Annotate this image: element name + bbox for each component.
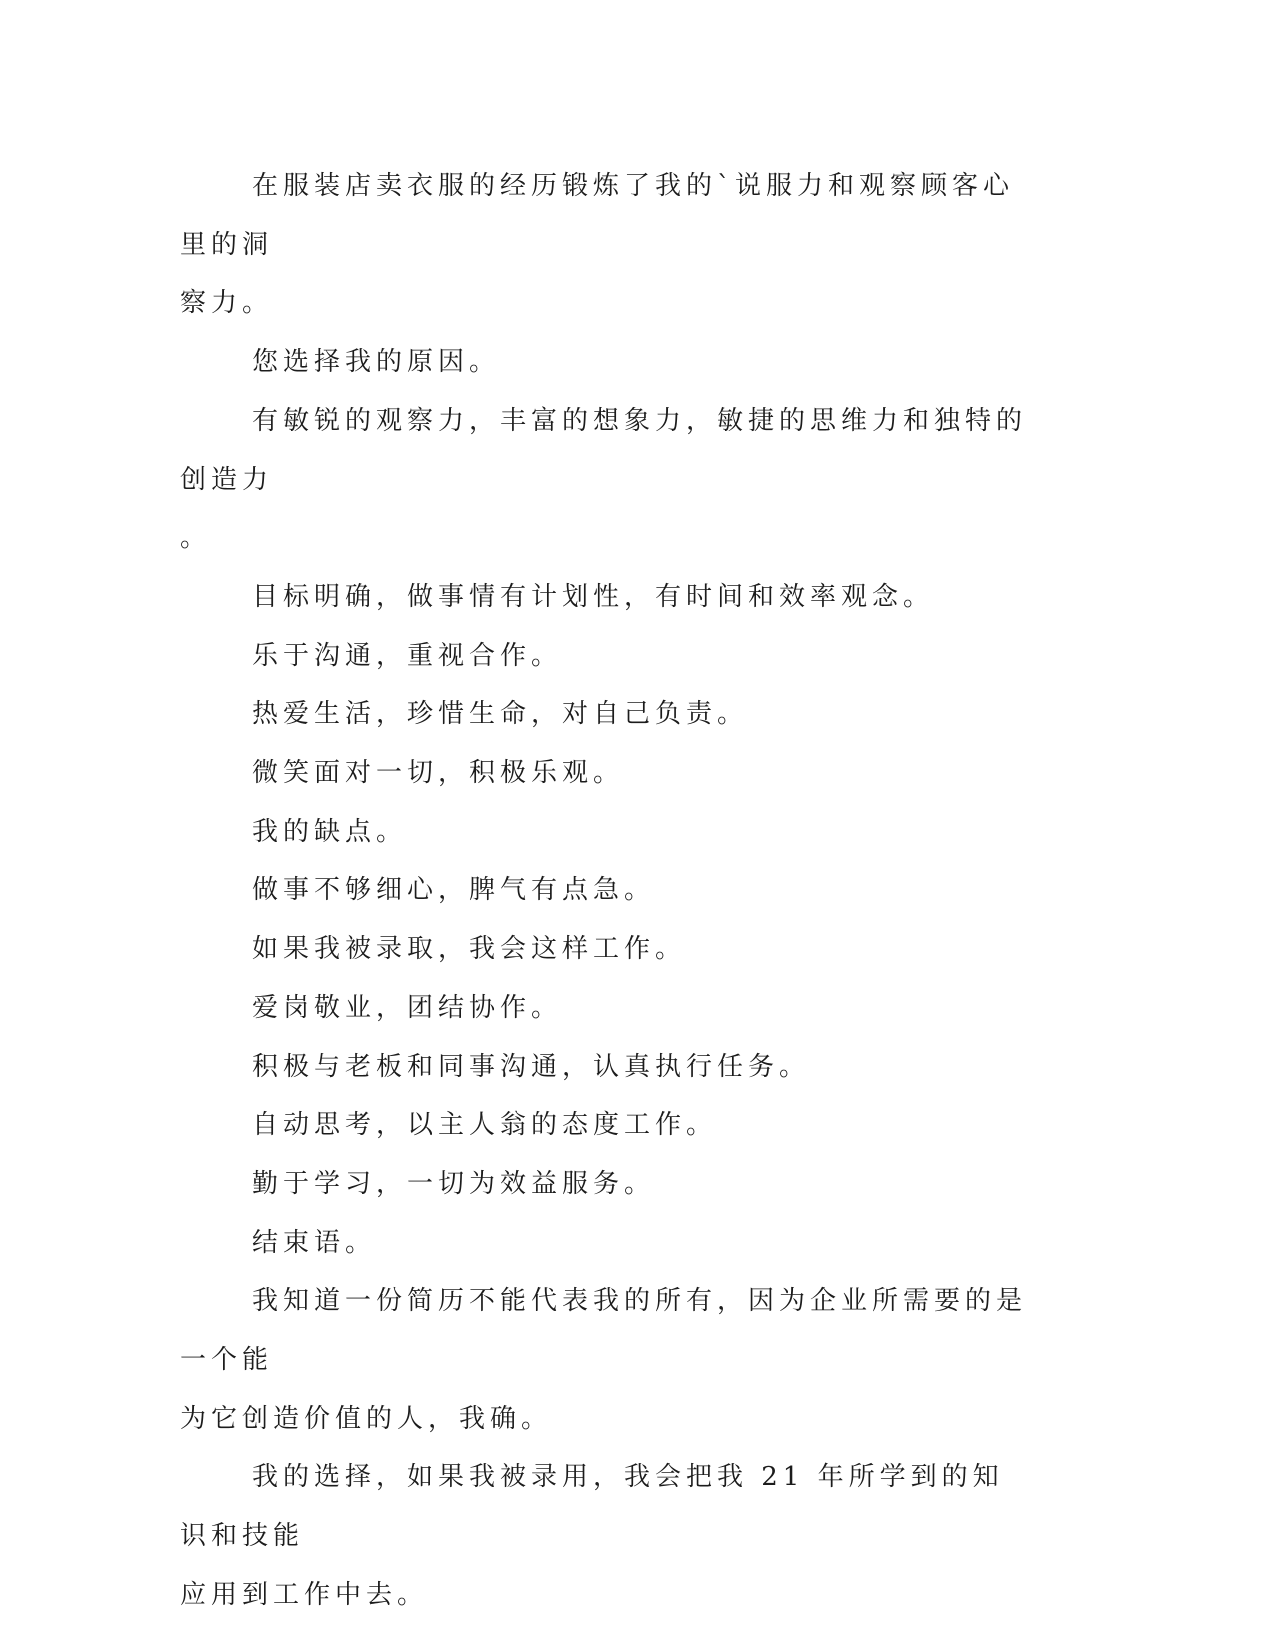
paragraph (180, 744, 1028, 803)
paragraph (180, 1096, 1028, 1155)
paragraph-line: 您选择我的原因。 (252, 347, 501, 378)
paragraph-line: 有敏锐的观察力，丰富的想象力，敏捷的思维力和独特的创造力 (180, 405, 1028, 495)
paragraph-line: 爱岗敬业，团结协作。 (252, 992, 563, 1023)
paragraph-line: 察力。 (180, 288, 274, 319)
paragraph (180, 685, 1028, 744)
paragraph (180, 627, 1028, 686)
paragraph (180, 568, 1028, 627)
paragraph (180, 1214, 1028, 1273)
paragraph (180, 1272, 1028, 1448)
paragraph (180, 333, 1028, 392)
paragraph (180, 861, 1028, 920)
paragraph-line: 积极与老板和同事沟通，认真执行任务。 (252, 1051, 811, 1082)
paragraph-line: 应用到工作中去。 (180, 1579, 429, 1610)
paragraph-line: 为它创造价值的人，我确。 (180, 1403, 553, 1434)
paragraph-line: 在服装店卖衣服的经历锻炼了我的`说服力和观察顾客心里的洞 (180, 171, 1015, 260)
paragraph-line: 结束语。 (252, 1227, 377, 1258)
paragraph (180, 1155, 1028, 1214)
paragraph-line: 我的选择，如果我被录用，我会把我 21 年所学到的知识和技能 (180, 1462, 1004, 1552)
paragraph-line: 做事不够细心，脾气有点急。 (252, 875, 656, 906)
paragraph-line: 微笑面对一切，积极乐观。 (252, 758, 625, 789)
paragraph (180, 392, 1028, 568)
paragraph (180, 803, 1028, 862)
paragraph (180, 157, 1028, 333)
paragraph-line: 。 (180, 523, 212, 554)
paragraph-line: 乐于沟通，重视合作。 (252, 640, 563, 671)
paragraph-line: 我知道一份简历不能代表我的所有，因为企业所需要的是一个能 (180, 1286, 1028, 1376)
paragraph-line: 如果我被录取，我会这样工作。 (252, 934, 687, 965)
paragraph-line: 我的缺点。 (252, 816, 408, 847)
paragraph-line: 热爱生活，珍惜生命，对自己负责。 (252, 699, 749, 730)
paragraph-line: 勤于学习，一切为效益服务。 (252, 1168, 656, 1199)
paragraph-line: 目标明确，做事情有计划性，有时间和效率观念。 (252, 581, 935, 612)
paragraph (180, 1448, 1028, 1624)
paragraph-line: 自动思考，以主人翁的态度工作。 (252, 1110, 718, 1141)
paragraph (180, 1038, 1028, 1097)
document-body (180, 157, 1028, 1625)
paragraph (180, 979, 1028, 1038)
paragraph (180, 920, 1028, 979)
